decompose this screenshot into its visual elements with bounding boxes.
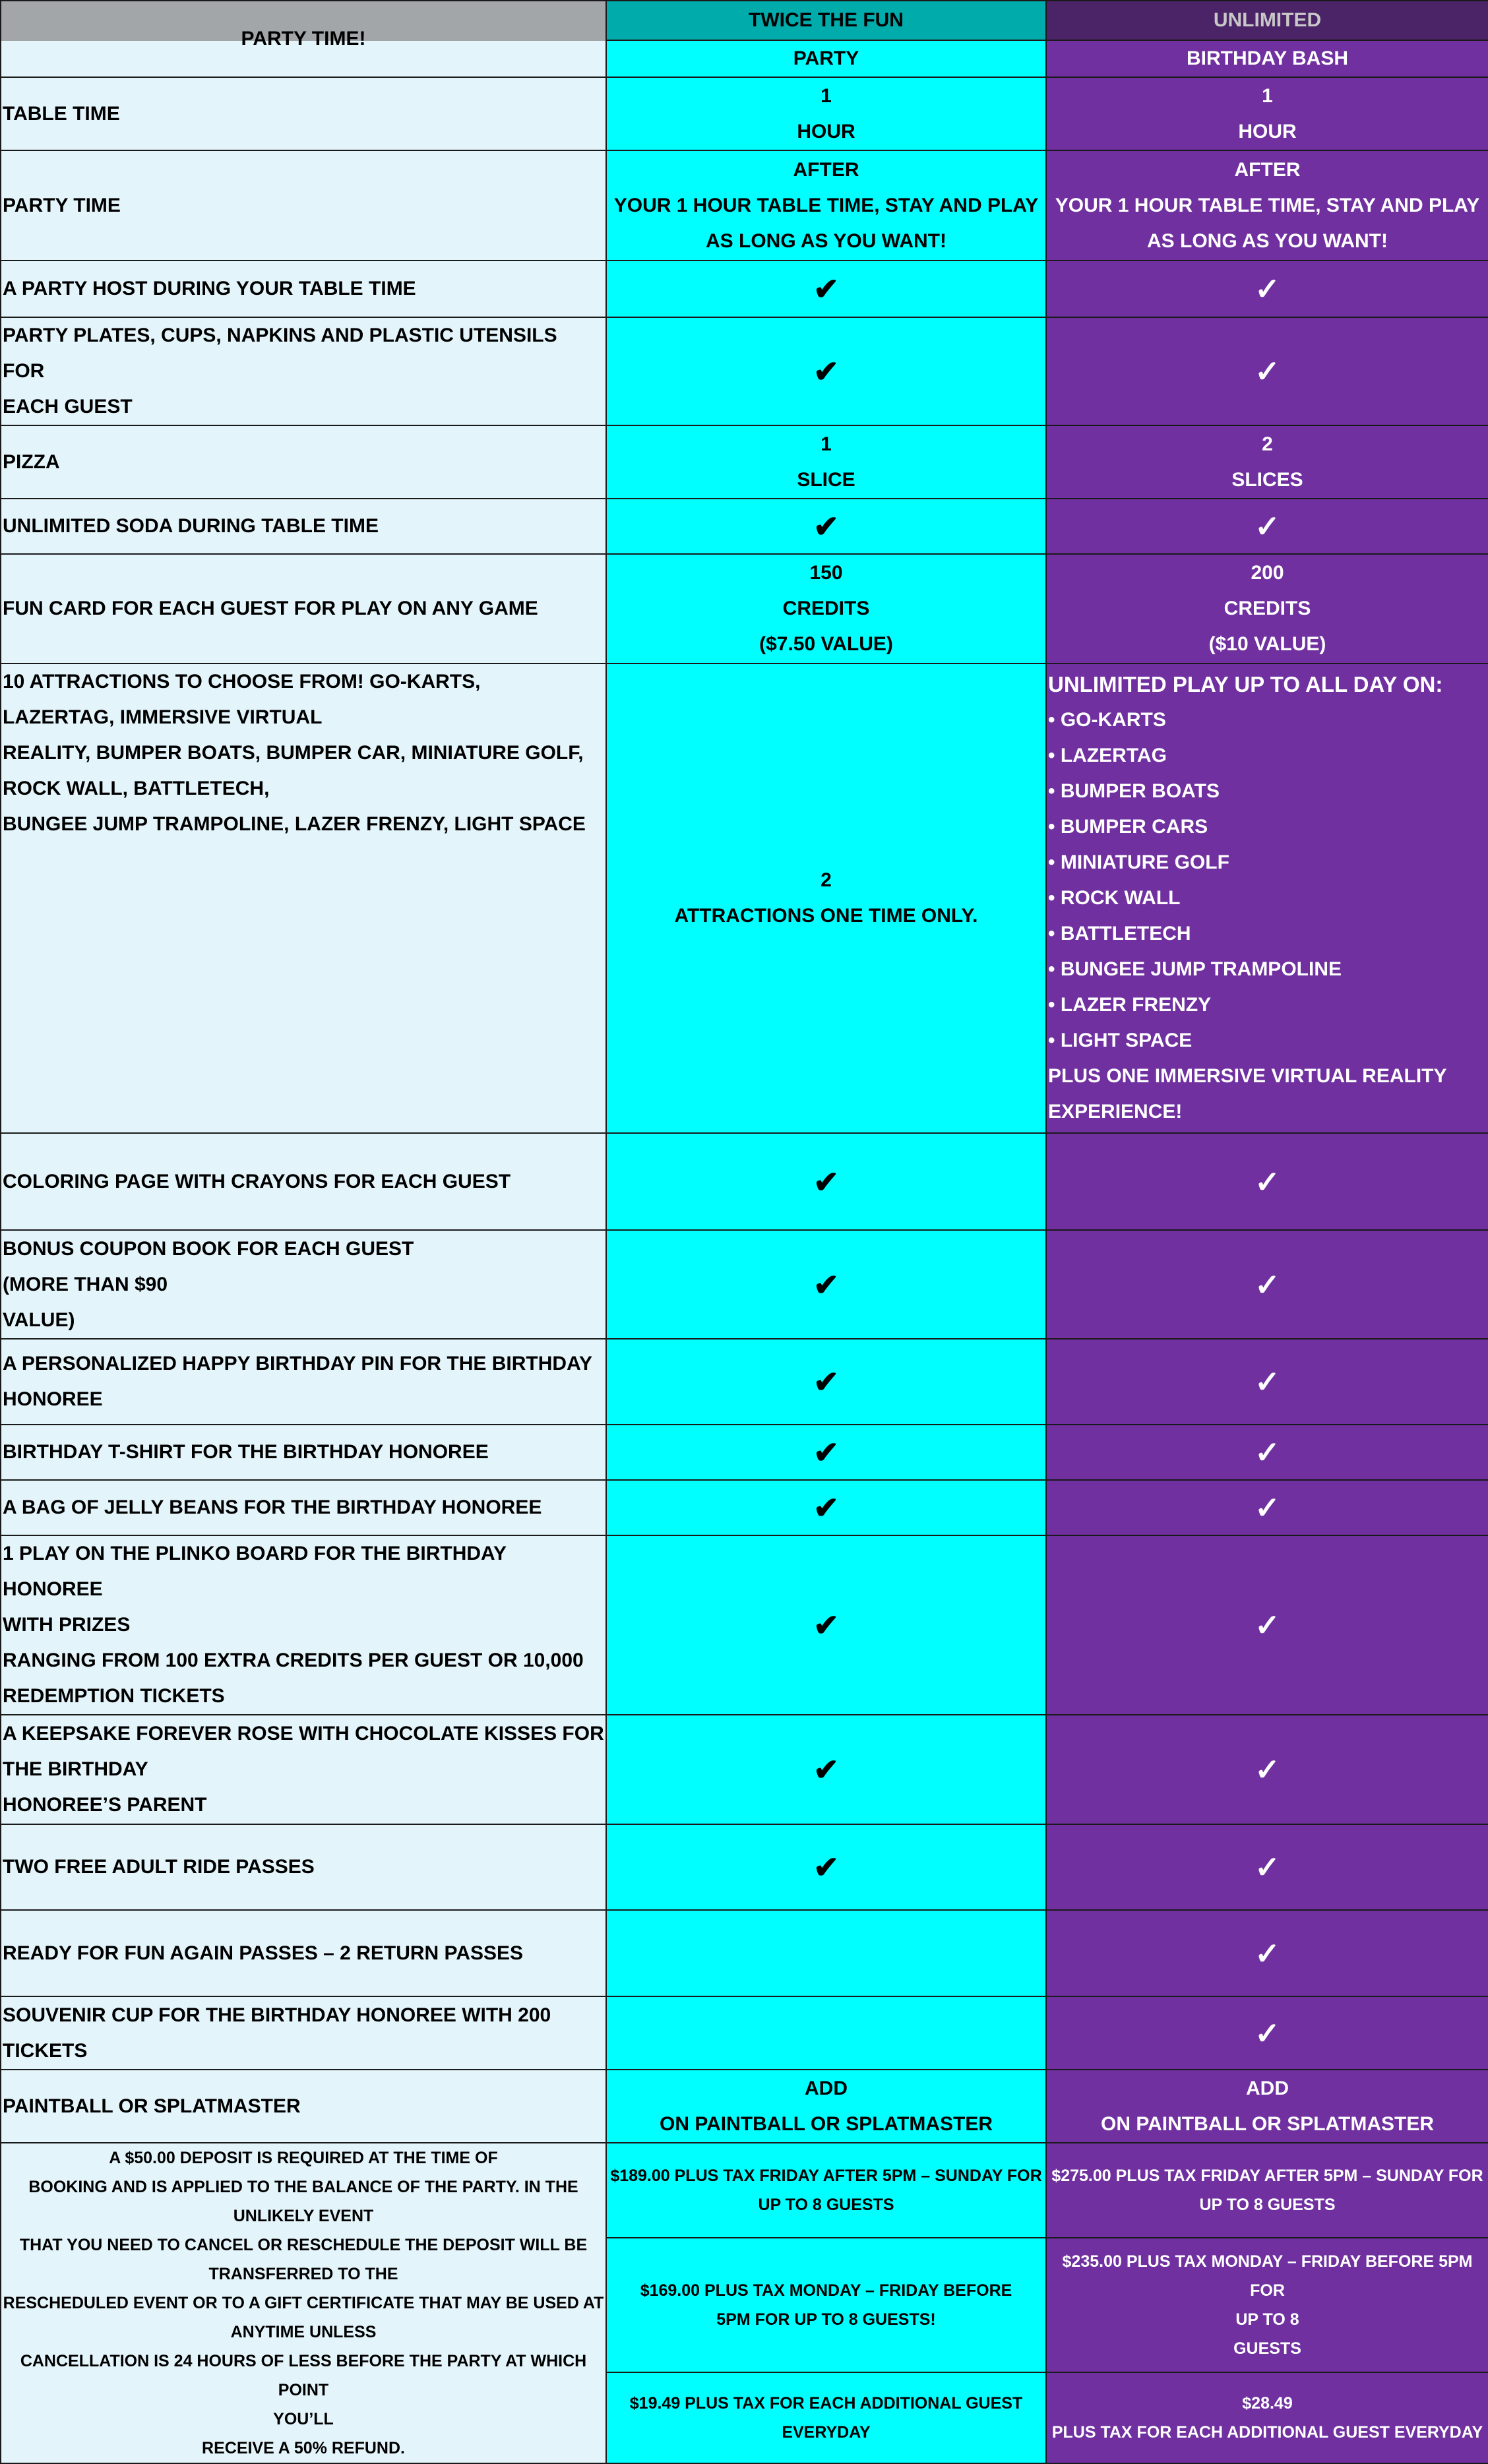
check-icon: ✓ [1046, 499, 1488, 554]
policy-line: RESCHEDULED EVENT OR TO A GIFT CERTIFICATE THAT MAY BE USED AT [3, 2294, 604, 2312]
list-item: • BUMPER CARS [1048, 816, 1208, 838]
table-row [1, 1910, 1488, 1996]
package-b-subtitle: BIRTHDAY BASH [1186, 47, 1349, 69]
package-a-empty [606, 1996, 1046, 2070]
label-line: WITH PRIZES [3, 1614, 131, 1636]
package-a-value [606, 2070, 1046, 2143]
value-line: SLICES [1231, 468, 1303, 491]
package-b-value [1046, 2070, 1488, 2143]
table-row [1, 1715, 1488, 1824]
package-a-weekend-price [606, 2143, 1046, 2238]
check-icon: ✔ [606, 1230, 1046, 1339]
label-line: REDEMPTION TICKETS [3, 1685, 225, 1707]
list-item: • LAZERTAG [1048, 745, 1167, 766]
check-icon: ✓ [1046, 261, 1488, 317]
row-label: UNLIMITED SODA DURING TABLE TIME [1, 499, 606, 554]
value-line: 200 [1251, 562, 1284, 584]
check-icon: ✔ [606, 1535, 1046, 1715]
value-line: 1 [821, 433, 832, 455]
value-line: HOUR [797, 120, 855, 142]
list-item: • BUMPER BOATS [1048, 780, 1220, 802]
package-b-value [1046, 77, 1488, 150]
check-icon: ✔ [606, 1339, 1046, 1425]
row-label: A BAG OF JELLY BEANS FOR THE BIRTHDAY HONOREE [1, 1480, 606, 1535]
label-line: BONUS COUPON BOOK FOR EACH GUEST [3, 1237, 414, 1260]
value-line: YOUR 1 HOUR TABLE TIME, STAY AND PLAY [613, 194, 1039, 216]
price-line: $169.00 PLUS TAX MONDAY – FRIDAY BEFORE [640, 2281, 1012, 2300]
row-label: TWO FREE ADULT RIDE PASSES [1, 1824, 606, 1910]
row-label: A PARTY HOST DURING YOUR TABLE TIME [1, 261, 606, 317]
table-row [1, 554, 1488, 663]
value-line: ON PAINTBALL OR SPLATMASTER [1101, 2112, 1434, 2135]
label-line: A KEEPSAKE FOREVER ROSE WITH CHOCOLATE KISSES FOR [3, 1723, 604, 1744]
list-item: • BUNGEE JUMP TRAMPOLINE [1048, 958, 1342, 980]
list-item: • MINIATURE GOLF [1048, 851, 1229, 873]
value-line: 1 [1262, 84, 1273, 107]
policy-line: YOU’LL [273, 2410, 334, 2428]
policy-line: TRANSFERRED TO THE [208, 2265, 398, 2283]
table-row [1, 1230, 1488, 1339]
check-icon: ✓ [1046, 1996, 1488, 2070]
value-line: AFTER [1234, 158, 1301, 181]
package-b-subtitle-cell [1046, 40, 1488, 77]
value-line: 2 [821, 869, 832, 891]
package-b-weekend-price [1046, 2143, 1488, 2238]
table-row [1, 77, 1488, 150]
package-b-title: UNLIMITED [1213, 9, 1322, 31]
package-b-value [1046, 425, 1488, 499]
label-line: THE BIRTHDAY [3, 1758, 148, 1780]
table-row [1, 1425, 1488, 1480]
table-row [1, 663, 1488, 1133]
price-line: UP TO 8 GUESTS [1199, 2196, 1336, 2215]
package-a-subtitle: PARTY [793, 47, 859, 69]
row-label: TABLE TIME [1, 77, 606, 150]
value-line: AS LONG AS YOU WANT! [705, 230, 946, 252]
table-row [1, 317, 1488, 425]
value-line: ($7.50 VALUE) [759, 633, 893, 655]
list-item: • LAZER FRENZY [1048, 994, 1212, 1016]
row-label: READY FOR FUN AGAIN PASSES – 2 RETURN PASSES [1, 1910, 606, 1996]
check-icon: ✔ [606, 1425, 1046, 1480]
value-line: ATTRACTIONS ONE TIME ONLY. [674, 905, 978, 927]
row-label [1, 1996, 606, 2070]
check-icon: ✓ [1046, 1824, 1488, 1910]
check-icon: ✔ [606, 1133, 1046, 1230]
label-line: LAZERTAG, IMMERSIVE VIRTUAL [3, 706, 323, 728]
price-line: 5PM FOR UP TO 8 GUESTS! [716, 2310, 936, 2329]
check-icon: ✓ [1046, 1715, 1488, 1824]
row-label: BIRTHDAY T-SHIRT FOR THE BIRTHDAY HONOREE [1, 1425, 606, 1480]
policy-line: A $50.00 DEPOSIT IS REQUIRED AT THE TIME OF [109, 2149, 498, 2167]
check-icon: ✓ [1046, 1425, 1488, 1480]
check-icon: ✔ [606, 1824, 1046, 1910]
check-icon: ✓ [1046, 317, 1488, 425]
value-line: CREDITS [1224, 598, 1311, 619]
package-a-value [606, 77, 1046, 150]
value-line: 2 [1262, 433, 1273, 455]
row-label [1, 1230, 606, 1339]
policy-line: RECEIVE A 50% REFUND. [202, 2439, 405, 2457]
row-label: PAINTBALL OR SPLATMASTER [1, 2070, 606, 2143]
label-line: SOUVENIR CUP FOR THE BIRTHDAY HONOREE WITH 200 [3, 2004, 551, 2026]
check-icon: ✔ [606, 261, 1046, 317]
row-label [1, 1339, 606, 1425]
package-a-title: TWICE THE FUN [749, 9, 904, 31]
check-icon: ✓ [1046, 1480, 1488, 1535]
label-line: A PERSONALIZED HAPPY BIRTHDAY PIN FOR THE BIRTHDAY [3, 1353, 593, 1374]
price-line: $235.00 PLUS TAX MONDAY – FRIDAY BEFORE 5PM FOR [1062, 2252, 1473, 2300]
list-title: UNLIMITED PLAY UP TO ALL DAY ON: [1048, 672, 1443, 696]
package-b-extra-guest-price [1046, 2372, 1488, 2463]
table-row [1, 2070, 1488, 2143]
label-line: VALUE) [3, 1309, 75, 1331]
table-row [1, 1480, 1488, 1535]
value-line: 150 [809, 562, 843, 584]
check-icon: ✔ [606, 1480, 1046, 1535]
package-a-name [606, 1, 1046, 40]
table-row [1, 1535, 1488, 1715]
row-label: PARTY TIME [1, 150, 606, 261]
label-line: RANGING FROM 100 EXTRA CREDITS PER GUEST OR 10,000 [3, 1649, 584, 1671]
deposit-policy [1, 2143, 606, 2463]
package-b-name [1046, 1, 1488, 40]
table-row [1, 1339, 1488, 1425]
price-line: PLUS TAX FOR EACH ADDITIONAL GUEST EVERYDAY [1051, 2423, 1483, 2442]
package-a-value [606, 425, 1046, 499]
value-line: ($10 VALUE) [1208, 633, 1326, 655]
row-label [1, 1535, 606, 1715]
label-line: PARTY PLATES, CUPS, NAPKINS AND PLASTIC UTENSILS FOR [3, 324, 557, 382]
value-line: CREDITS [782, 598, 870, 619]
table-row [1, 425, 1488, 499]
package-a-extra-guest-price [606, 2372, 1046, 2463]
package-a-value [606, 150, 1046, 261]
value-line: 1 [821, 84, 832, 107]
check-icon: ✓ [1046, 1133, 1488, 1230]
check-icon: ✔ [606, 1715, 1046, 1824]
policy-line: THAT YOU NEED TO CANCEL OR RESCHEDULE THE DEPOSIT WILL BE [19, 2236, 588, 2254]
check-icon: ✓ [1046, 1230, 1488, 1339]
list-footer: PLUS ONE IMMERSIVE VIRTUAL REALITY [1048, 1065, 1447, 1087]
table-row [1, 150, 1488, 261]
row-label: COLORING PAGE WITH CRAYONS FOR EACH GUEST [1, 1133, 606, 1230]
list-item: • GO-KARTS [1048, 709, 1166, 731]
label-line: BUNGEE JUMP TRAMPOLINE, LAZER FRENZY, LIGHT SPACE [3, 813, 586, 835]
check-icon: ✓ [1046, 1910, 1488, 1996]
policy-line: ANYTIME UNLESS [230, 2323, 377, 2341]
table-row [1, 1824, 1488, 1910]
price-line: $28.49 [1242, 2394, 1293, 2413]
value-line: ADD [1246, 2077, 1289, 2099]
label-line: HONOREE [3, 1388, 103, 1410]
check-icon: ✓ [1046, 1535, 1488, 1715]
price-line: GUESTS [1233, 2339, 1301, 2358]
value-line: AS LONG AS YOU WANT! [1146, 230, 1388, 252]
header-label-text: PARTY TIME! [241, 28, 366, 49]
value-line: YOUR 1 HOUR TABLE TIME, STAY AND PLAY [1055, 194, 1480, 216]
label-line: REALITY, BUMPER BOATS, BUMPER CAR, MINIATURE GOLF, [3, 742, 584, 764]
row-label [1, 1715, 606, 1824]
package-b-value [1046, 150, 1488, 261]
policy-line: BOOKING AND IS APPLIED TO THE BALANCE OF THE PARTY. IN THE [28, 2178, 578, 2196]
package-b-value [1046, 554, 1488, 663]
value-line: AFTER [793, 158, 859, 181]
value-line: SLICE [797, 468, 855, 491]
price-line: $189.00 PLUS TAX FRIDAY AFTER 5PM – SUNDAY FOR [610, 2167, 1042, 2186]
row-label: PIZZA [1, 425, 606, 499]
value-line: HOUR [1238, 120, 1297, 142]
check-icon: ✔ [606, 317, 1046, 425]
value-line: ADD [805, 2077, 848, 2099]
package-b-weekday-price [1046, 2238, 1488, 2372]
check-icon: ✔ [606, 499, 1046, 554]
package-b-attractions-list [1046, 663, 1488, 1133]
list-item: • BATTLETECH [1048, 923, 1191, 944]
row-label: FUN CARD FOR EACH GUEST FOR PLAY ON ANY GAME [1, 554, 606, 663]
header-label [1, 1, 606, 77]
label-line: 10 ATTRACTIONS TO CHOOSE FROM! GO-KARTS, [3, 671, 481, 693]
price-line: UP TO 8 [1235, 2310, 1299, 2329]
price-line: UP TO 8 GUESTS [758, 2196, 894, 2215]
table-row [1, 499, 1488, 554]
label-line: EACH GUEST [3, 396, 133, 417]
package-a-weekday-price [606, 2238, 1046, 2372]
label-line: 1 PLAY ON THE PLINKO BOARD FOR THE BIRTHDAY HONOREE [3, 1543, 507, 1600]
table-row [1, 1133, 1488, 1230]
pricing-row [1, 2143, 1488, 2238]
list-footer: EXPERIENCE! [1048, 1101, 1183, 1123]
value-line: ON PAINTBALL OR SPLATMASTER [660, 2112, 993, 2135]
package-a-empty [606, 1910, 1046, 1996]
package-a-subtitle-cell [606, 40, 1046, 77]
row-label [1, 663, 606, 1133]
price-line: EVERYDAY [782, 2423, 871, 2442]
price-line: $275.00 PLUS TAX FRIDAY AFTER 5PM – SUNDAY FOR [1051, 2167, 1483, 2186]
list-item: • ROCK WALL [1048, 887, 1181, 909]
row-label [1, 317, 606, 425]
table-row [1, 261, 1488, 317]
table-row [1, 1996, 1488, 2070]
label-line: ROCK WALL, BATTLETECH, [3, 778, 270, 799]
check-icon: ✓ [1046, 1339, 1488, 1425]
package-a-value [606, 663, 1046, 1133]
policy-line: CANCELLATION IS 24 HOURS OF LESS BEFORE THE PARTY AT WHICH POINT [20, 2352, 587, 2399]
label-line: TICKETS [3, 2039, 88, 2062]
package-a-value [606, 554, 1046, 663]
label-line: HONOREE’S PARENT [3, 1794, 207, 1816]
policy-line: UNLIKELY EVENT [233, 2207, 374, 2225]
price-line: $19.49 PLUS TAX FOR EACH ADDITIONAL GUEST [629, 2394, 1023, 2413]
label-line: (MORE THAN $90 [3, 1273, 168, 1295]
list-item: • LIGHT SPACE [1048, 1030, 1193, 1051]
